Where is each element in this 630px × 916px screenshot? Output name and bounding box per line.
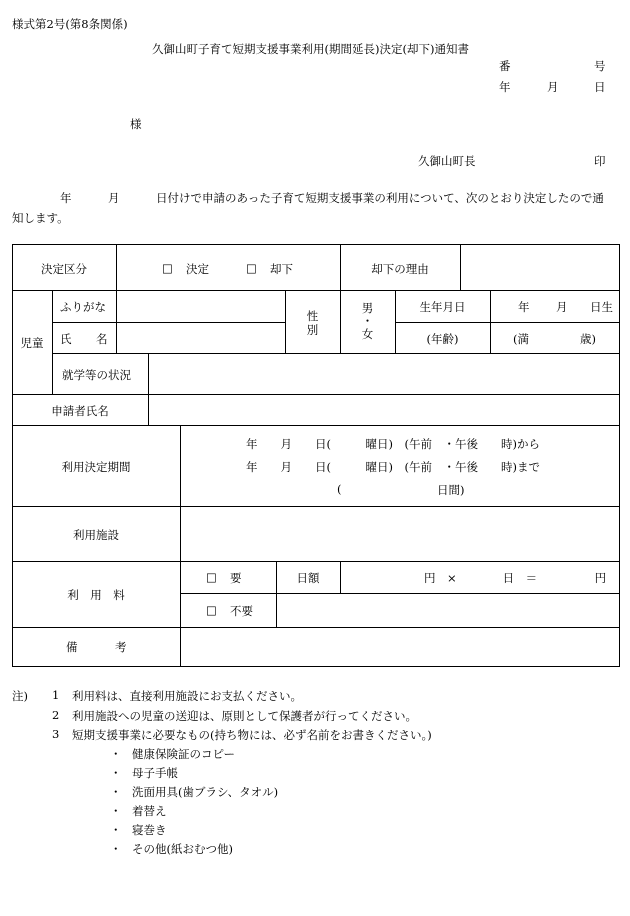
fee-formula: 円 × 日 ＝ 円 (424, 571, 607, 585)
fee-daily-label: 日額 (296, 571, 320, 585)
note-number: 2 (52, 708, 60, 722)
document-title: 久御山町子育て短期支援事業利用(期間延長)決定(却下)通知書 (152, 42, 469, 56)
addressee-suffix: 様 (130, 117, 142, 131)
dob-month: 月 (556, 300, 568, 314)
dob-day: 日生 (590, 300, 613, 314)
age-label: (年齢) (426, 332, 459, 346)
belonging-item: 着替え (132, 804, 167, 818)
furigana-label: ふりがな (60, 300, 106, 314)
period-days-open: ( (337, 482, 342, 496)
belonging-bullet: ・ (110, 785, 122, 799)
fee-not-required-checkbox[interactable]: □ (206, 603, 217, 617)
fee-required-checkbox[interactable]: □ (206, 570, 217, 584)
date-day: 日 (594, 80, 606, 94)
date-month: 月 (547, 80, 559, 94)
period-days: 日間) (437, 483, 465, 497)
belonging-bullet: ・ (110, 766, 122, 780)
usage-period-label: 利用決定期間 (61, 460, 131, 474)
seal-mark: 印 (594, 154, 606, 168)
note-number: 3 (52, 727, 60, 741)
child-label: 児童 (20, 336, 44, 350)
body-year: 年 (60, 191, 72, 205)
belonging-bullet: ・ (110, 842, 122, 856)
gender-label-first: 性 (306, 309, 319, 323)
belonging-item: 母子手帳 (132, 766, 178, 780)
fee-required-label: 要 (230, 571, 242, 585)
period-end: 年 月 日( 曜日) (午前 ・午後 時)まで (246, 460, 540, 474)
schooling-label: 就学等の状況 (62, 368, 131, 382)
period-start: 年 月 日( 曜日) (午前 ・午後 時)から (246, 437, 540, 451)
body-month: 月 (108, 191, 120, 205)
note-number: 1 (52, 688, 60, 702)
remarks-label-second: 考 (115, 640, 127, 654)
belonging-item: その他(紙おむつ他) (132, 842, 233, 856)
date-year: 年 (499, 80, 511, 94)
note-text: 利用施設への児童の送迎は、原則として保護者が行ってください。 (72, 709, 417, 723)
belonging-item: 洗面用具(歯ブラシ、タオル) (132, 785, 279, 799)
fee-label: 利 用 料 (67, 588, 125, 602)
age-open: (満 (513, 332, 529, 346)
gender-label-second: 別 (306, 323, 319, 337)
body-line-1: 日付けで申請のあった子育て短期支援事業の利用について、次のとおり決定したので通 (156, 191, 604, 205)
note-text: 短期支援事業に必要なもの(持ち物には、必ず名前をお書きください。) (72, 728, 432, 742)
decision-checkbox[interactable]: □ (162, 261, 173, 275)
rejection-option-label: 却下 (270, 262, 293, 276)
number-suffix: 号 (594, 59, 606, 73)
belonging-item: 寝巻き (132, 823, 167, 837)
note-text: 利用料は、直接利用施設にお支払ください。 (72, 689, 302, 703)
belonging-bullet: ・ (110, 747, 122, 761)
dob-year: 年 (518, 300, 530, 314)
rejection-checkbox[interactable]: □ (246, 261, 257, 275)
notes-label: 注) (12, 689, 28, 703)
belonging-item: 健康保険証のコピー (132, 747, 236, 761)
belonging-bullet: ・ (110, 823, 122, 837)
name-label-first: 氏 (60, 332, 72, 346)
issuer-name: 久御山町長 (418, 154, 476, 168)
rejection-reason-label: 却下の理由 (371, 262, 429, 276)
gender-male[interactable]: 男 (361, 301, 374, 315)
gender-female[interactable]: 女 (361, 327, 374, 341)
gender-separator: ・ (361, 314, 374, 328)
remarks-label-first: 備 (66, 640, 78, 654)
facility-label: 利用施設 (73, 528, 119, 542)
applicant-name-label: 申請者氏名 (51, 404, 109, 418)
age-close: 歳) (580, 332, 596, 346)
number-label: 番 (499, 59, 511, 73)
dob-label: 生年月日 (419, 300, 466, 314)
decision-category-label: 決定区分 (41, 262, 87, 276)
name-label-second: 名 (96, 332, 108, 346)
belonging-bullet: ・ (110, 804, 122, 818)
decision-option-label: 決定 (186, 262, 209, 276)
body-line-2: 知します。 (12, 211, 69, 225)
fee-not-required-label: 不要 (230, 604, 253, 618)
form-number: 様式第2号(第8条関係) (12, 17, 128, 31)
